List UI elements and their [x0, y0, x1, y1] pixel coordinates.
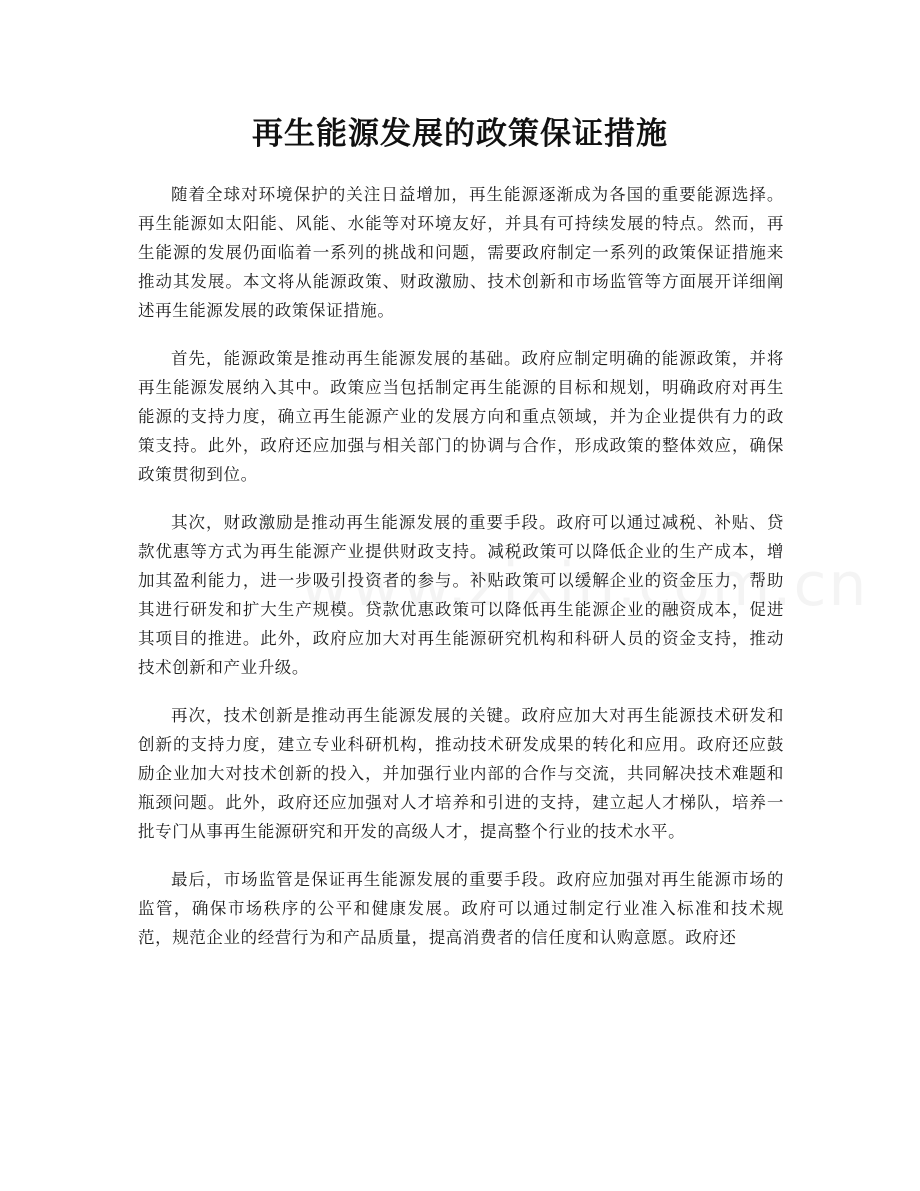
document-title: 再生能源发展的政策保证措施	[252, 116, 668, 152]
paragraph-energy-policy: 首先，能源政策是推动再生能源发展的基础。政府应制定明确的能源政策，并将再生能源发展纳入其中。政策应当包括制定再生能源的目标和规划，明确政府对再生能源的支持力度，确立再生能源产业的发展方向和重点领域，并为企业提供有力的政策支持。此外，政府还应加强与相关部门的协调与合作，形成政策的整体效应，确保政策贯彻到位。	[138, 349, 784, 484]
paragraph-market-supervision: 最后，市场监管是保证再生能源发展的重要手段。政府应加强对再生能源市场的监管，确保市场秩序的公平和健康发展。政府可以通过制定行业准入标准和技术规范，规范企业的经营行为和产品质量，提高消费者的信任度和认购意愿。政府还	[138, 870, 784, 947]
paragraph-intro: 随着全球对环境保护的关注日益增加，再生能源逐渐成为各国的重要能源选择。再生能源如太阳能、风能、水能等对环境友好，并具有可持续发展的特点。然而，再生能源的发展仍面临着一系列的挑战和问题，需要政府制定一系列的政策保证措施来推动其发展。本文将从能源政策、财政激励、技术创新和市场监管等方面展开详细阐述再生能源发展的政策保证措施。	[138, 185, 784, 320]
document-body	[138, 180, 784, 971]
paragraph-technology-innovation: 再次，技术创新是推动再生能源发展的关键。政府应加大对再生能源技术研发和创新的支持力度，建立专业科研机构，推动技术研发成果的转化和应用。政府还应鼓励企业加大对技术创新的投入，并加强行业内部的合作与交流，共同解决技术难题和瓶颈问题。此外，政府还应加强对人才培养和引进的支持，建立起人才梯队，培养一批专门从事再生能源研究和开发的高级人才，提高整个行业的技术水平。	[138, 706, 784, 841]
paragraph-fiscal-incentives: 其次，财政激励是推动再生能源发展的重要手段。政府可以通过减税、补贴、贷款优惠等方式为再生能源产业提供财政支持。减税政策可以降低企业的生产成本，增加其盈利能力，进一步吸引投资者的参与。补贴政策可以缓解企业的资金压力，帮助其进行研发和扩大生产规模。贷款优惠政策可以降低再生能源企业的融资成本，促进其项目的推进。此外，政府应加大对再生能源研究机构和科研人员的资金支持，推动技术创新和产业升级。	[138, 513, 784, 677]
